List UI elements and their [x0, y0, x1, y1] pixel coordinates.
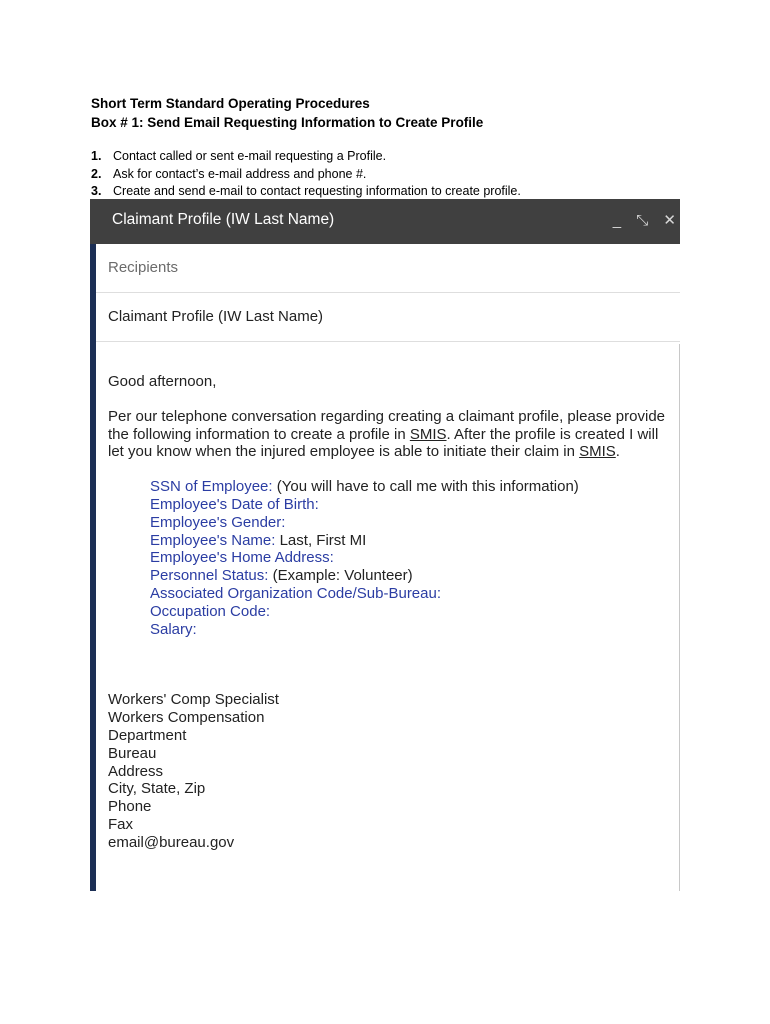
info-item: Employee's Home Address: [150, 549, 334, 567]
signature-line: Bureau [108, 744, 157, 762]
info-item: Salary: [150, 620, 197, 638]
signature-line: Workers' Comp Specialist [108, 691, 279, 709]
close-icon[interactable]: ✕ [663, 212, 676, 229]
signature-line: Department [108, 726, 187, 744]
signature-line: Address [108, 762, 164, 780]
window-right-border [679, 344, 680, 891]
step-item [91, 183, 731, 201]
procedure-steps [91, 148, 731, 201]
smis-link: SMIS [409, 425, 447, 443]
info-item: Employee's Date of Birth: [150, 495, 319, 513]
smis-link: SMIS [579, 443, 616, 461]
signature-line: Phone [108, 798, 152, 816]
step-number: 3. [91, 184, 102, 198]
info-item: Personnel Status: (Example: Volunteer) [150, 567, 413, 585]
info-item: Employee's Gender: [150, 513, 286, 531]
signature-line: email@bureau.gov [108, 833, 235, 851]
step-text: Contact called or sent e-mail requesting a Profile. [113, 149, 387, 163]
step-number: 1. [91, 149, 102, 163]
box-title: Box # 1: Send Email Requesting Information to Create Profile [91, 115, 484, 130]
signature-line: Workers Compensation [108, 709, 265, 727]
compose-titlebar [90, 199, 680, 244]
step-text: Ask for contact’s e-mail address and phone #. [113, 166, 367, 181]
subject-field[interactable] [96, 293, 680, 342]
greeting: Good afternoon, [108, 373, 217, 390]
minimize-icon[interactable]: _ [612, 212, 622, 229]
step-item [91, 148, 731, 166]
body-paragraph: Per our telephone conversation regarding creating a claimant profile, please provide the following information to create a profile in SMIS. After the profile is created I will let you know when the injured employee is able to initiate their claim in SMIS. [108, 407, 665, 461]
email-compose-window [90, 199, 680, 891]
step-item [91, 166, 731, 184]
step-text: Create and send e-mail to contact requesting information to create profile. [113, 184, 521, 198]
subject-text: Claimant Profile (IW Last Name) [108, 308, 324, 325]
window-controls [602, 211, 676, 229]
signature-line: Fax [108, 815, 134, 833]
recipients-placeholder: Recipients [108, 259, 179, 276]
document-title: Short Term Standard Operating Procedures [91, 96, 370, 111]
info-item: SSN of Employee: (You will have to call me with this information) [150, 478, 579, 496]
document-header [91, 94, 711, 132]
recipients-field[interactable] [96, 244, 680, 293]
signature-line: City, State, Zip [108, 780, 206, 798]
info-item: Associated Organization Code/Sub-Bureau: [150, 584, 442, 602]
compose-window-title: Claimant Profile (IW Last Name) [112, 211, 335, 228]
info-item: Employee's Name: Last, First MI [150, 531, 367, 549]
signature-block [108, 691, 668, 851]
expand-icon[interactable]: ⤡ [636, 212, 649, 229]
info-request-list [150, 478, 668, 638]
email-body[interactable] [108, 373, 668, 852]
step-number: 2. [91, 166, 102, 181]
info-item: Occupation Code: [150, 602, 271, 620]
